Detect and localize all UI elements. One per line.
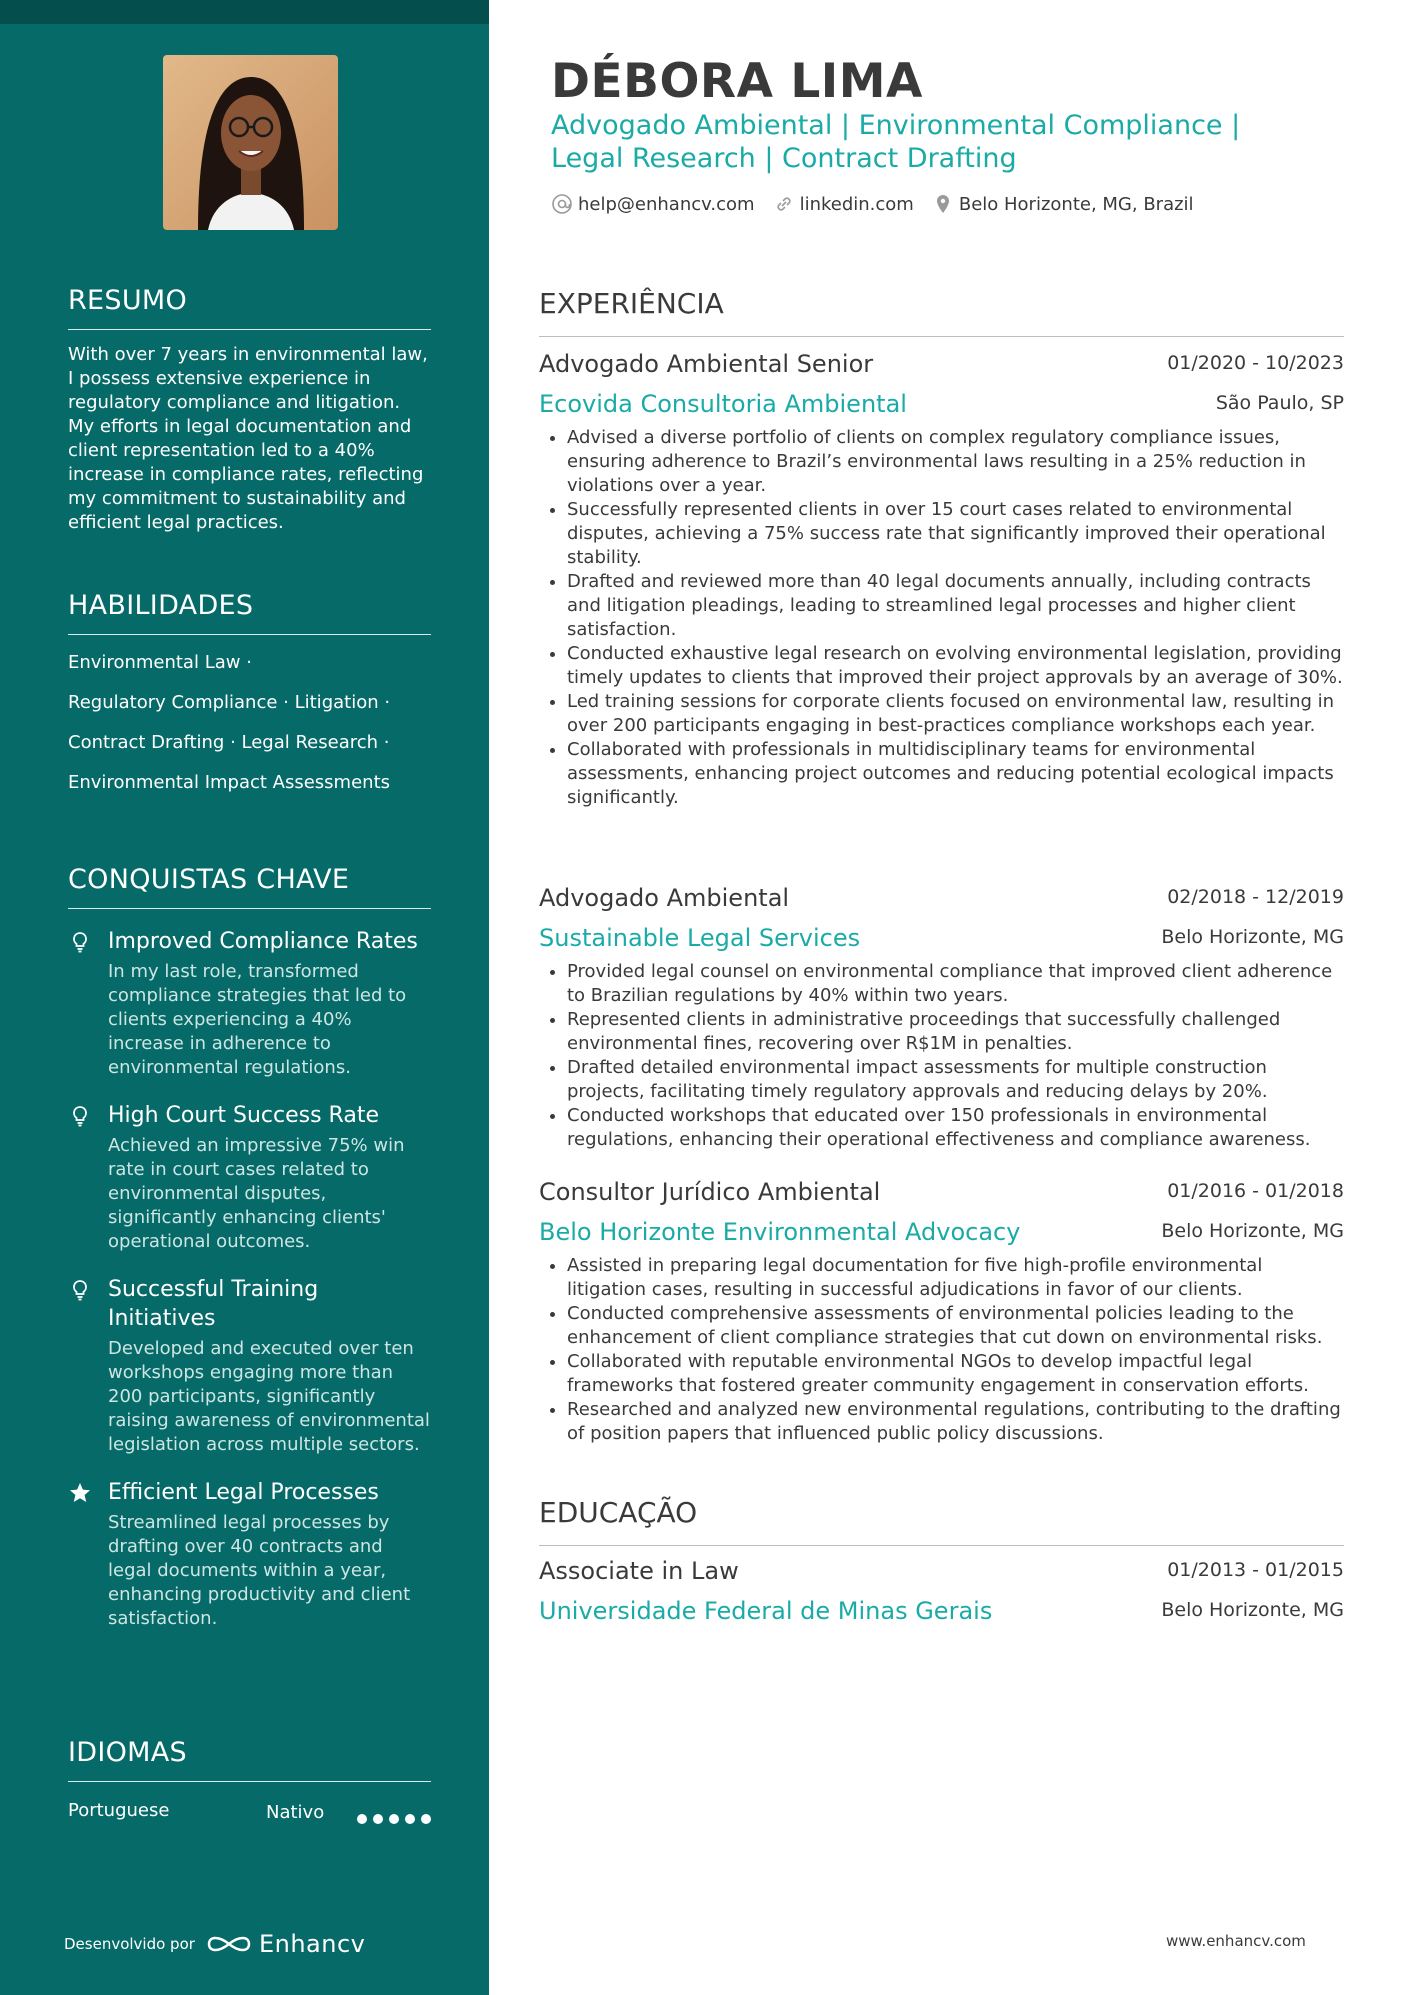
contact-bar (551, 193, 1212, 215)
contact-location (932, 193, 1194, 215)
rating-dot (357, 1814, 367, 1824)
job-bullet: • Researched and analyzed new environmental regulations, contributing to the drafting of position papers that influenced public policy discussions. (567, 1398, 1344, 1446)
job-bullet: • Assisted in preparing legal documentation for five high-profile environmental litigation cases, resulting in successful adjudications in favor of our clients. (567, 1254, 1344, 1302)
job-location: Belo Horizonte, MG (1161, 926, 1344, 948)
education-location: Belo Horizonte, MG (1161, 1599, 1344, 1621)
job-location: Belo Horizonte, MG (1161, 1220, 1344, 1242)
language-level: Nativo (266, 1802, 325, 1823)
job-bullets (539, 426, 1344, 810)
language-item (68, 1800, 431, 1826)
summary-text: With over 7 years in environmental law, I possess extensive experience in regulatory compliance and litigation. My efforts in legal documentation and client representation led to a 40% increase in compliance rates, reflecting my commitment to sustainability and efficient legal practices. (68, 344, 428, 533)
job-bullet: • Led training sessions for corporate clients focused on environmental law, resulting in over 200 participants engaging in best-practices compliance workshops each year. (567, 690, 1344, 738)
skills-heading: HABILIDADES (68, 590, 431, 635)
achievement-item (68, 1101, 431, 1254)
job-bullet: • Drafted detailed environmental impact assessments for multiple construction projects, facilitating timely regulatory approvals and reducing delays by 20%. (567, 1056, 1344, 1104)
skill-line: Contract Drafting · Legal Research · (68, 732, 390, 753)
achievement-title: Improved Compliance Rates (108, 929, 418, 954)
achievement-title: Efficient Legal Processes (108, 1480, 379, 1505)
contact-email[interactable] (551, 193, 755, 215)
job-bullet: • Provided legal counsel on environmental compliance that improved client adherence to Brazilian regulations by 40% within two years. (567, 960, 1344, 1008)
summary-heading: RESUMO (68, 285, 431, 330)
languages-section (68, 1737, 431, 1826)
rating-dot (405, 1814, 415, 1824)
rating-dot (373, 1814, 383, 1824)
job-entry (539, 350, 1344, 810)
job-role: Advogado Ambiental (539, 884, 790, 912)
contact-linkedin[interactable] (773, 193, 914, 215)
enhancv-brand: Enhancv (258, 1930, 366, 1958)
language-name: Portuguese (68, 1800, 170, 1821)
education-degree: Associate in Law (539, 1557, 739, 1585)
sidebar-top-bar (0, 0, 489, 24)
job-dates: 01/2016 - 01/2018 (1167, 1180, 1344, 1202)
lightbulb-icon (68, 1104, 92, 1128)
candidate-title: Advogado Ambiental | Environmental Compliance | Legal Research | Contract Drafting (551, 110, 1241, 174)
job-company: Ecovida Consultoria Ambiental (539, 390, 907, 418)
job-entry (539, 1178, 1344, 1446)
education-section-header (539, 1496, 1344, 1546)
job-role: Consultor Jurídico Ambiental (539, 1178, 881, 1206)
skill-line: Regulatory Compliance · Litigation · (68, 692, 391, 713)
sidebar (0, 0, 489, 1995)
job-bullets (539, 1254, 1344, 1446)
job-bullet: • Conducted workshops that educated over 150 professionals in environmental regulations, enhancing their operational effectiveness and compliance awareness. (567, 1104, 1344, 1152)
achievement-item (68, 1275, 431, 1457)
rating-dot (421, 1814, 431, 1824)
link-icon (773, 193, 795, 215)
language-rating (351, 1808, 431, 1829)
at-icon (551, 193, 573, 215)
profile-photo (163, 55, 338, 230)
experience-section-header (539, 287, 1344, 337)
achievement-title: High Court Success Rate (108, 1103, 379, 1128)
enhancv-logo-icon (205, 1932, 253, 1956)
candidate-name: DÉBORA LIMA (551, 54, 923, 109)
achievement-title: Successful Training Initiatives (108, 1277, 319, 1331)
job-bullet: • Collaborated with reputable environmental NGOs to develop impactful legal frameworks that fostered greater community engagement in conservation efforts. (567, 1350, 1344, 1398)
education-heading: EDUCAÇÃO (539, 1496, 1344, 1546)
summary-section (68, 285, 431, 535)
job-bullet: • Drafted and reviewed more than 40 legal documents annually, including contracts and litigation pleadings, leading to streamlined legal processes and higher client satisfaction. (567, 570, 1344, 642)
skill-line: Environmental Impact Assessments (68, 772, 391, 793)
job-company: Sustainable Legal Services (539, 924, 861, 952)
achievement-item (68, 927, 431, 1080)
email-text: help@enhancv.com (578, 193, 755, 215)
rating-dot (389, 1814, 399, 1824)
linkedin-text: linkedin.com (799, 193, 914, 215)
job-company: Belo Horizonte Environmental Advocacy (539, 1218, 1021, 1246)
location-text: Belo Horizonte, MG, Brazil (958, 193, 1194, 215)
job-location: São Paulo, SP (1215, 392, 1344, 414)
job-bullet: • Represented clients in administrative proceedings that successfully challenged environmental fines, recovering over R$1M in penalties. (567, 1008, 1344, 1056)
achievement-desc: In my last role, transformed compliance strategies that led to clients experiencing a 40% increase in adherence to environmental regulations. (108, 961, 407, 1078)
powered-by-label: Desenvolvido por (64, 1935, 195, 1953)
job-dates: 01/2020 - 10/2023 (1167, 352, 1344, 374)
job-bullets (539, 960, 1344, 1152)
skills-section (68, 590, 431, 803)
experience-heading: EXPERIÊNCIA (539, 287, 1344, 337)
education-school: Universidade Federal de Minas Gerais (539, 1597, 993, 1625)
skills-list (68, 643, 431, 803)
job-bullet: • Collaborated with professionals in multidisciplinary teams for environmental assessments, enhancing project outcomes and reducing potential ecological impacts significantly. (567, 738, 1344, 810)
achievement-desc: Developed and executed over ten workshops engaging more than 200 participants, significantly raising awareness of environmental legislation across multiple sectors. (108, 1338, 430, 1455)
achievements-heading: CONQUISTAS CHAVE (68, 864, 431, 909)
job-bullet: • Successfully represented clients in over 15 court cases related to environmental disputes, achieving a 75% success rate that significantly improved their operational stability. (567, 498, 1344, 570)
education-entry (539, 1557, 1344, 1629)
location-pin-icon (932, 193, 954, 215)
education-dates: 01/2013 - 01/2015 (1167, 1559, 1344, 1581)
lightbulb-icon (68, 1278, 92, 1302)
skill-line: Environmental Law · (68, 652, 252, 673)
job-bullet: • Advised a diverse portfolio of clients on complex regulatory compliance issues, ensuring adherence to Brazil’s environmental laws resulting in a 25% reduction in violations over a year. (567, 426, 1344, 498)
job-entry (539, 884, 1344, 1152)
website-link[interactable]: www.enhancv.com (1166, 1932, 1306, 1950)
achievements-list (68, 927, 431, 1631)
achievement-desc: Achieved an impressive 75% win rate in court cases related to environmental disputes, significantly enhancing clients' operational outcomes. (108, 1135, 405, 1252)
job-bullet: • Conducted comprehensive assessments of environmental policies leading to the enhancement of client compliance strategies that cut down on environmental risks. (567, 1302, 1344, 1350)
star-icon (68, 1481, 92, 1505)
achievement-desc: Streamlined legal processes by drafting over 40 contracts and legal documents within a year, enhancing productivity and client satisfaction. (108, 1512, 411, 1629)
lightbulb-icon (68, 930, 92, 954)
languages-heading: IDIOMAS (68, 1737, 431, 1782)
job-bullet: • Conducted exhaustive legal research on evolving environmental legislation, providing timely updates to clients that improved their project approvals by an average of 30%. (567, 642, 1344, 690)
powered-by (64, 1930, 365, 1958)
achievements-section (68, 864, 431, 1652)
achievement-item (68, 1478, 431, 1631)
job-dates: 02/2018 - 12/2019 (1167, 886, 1344, 908)
job-role: Advogado Ambiental Senior (539, 350, 874, 378)
